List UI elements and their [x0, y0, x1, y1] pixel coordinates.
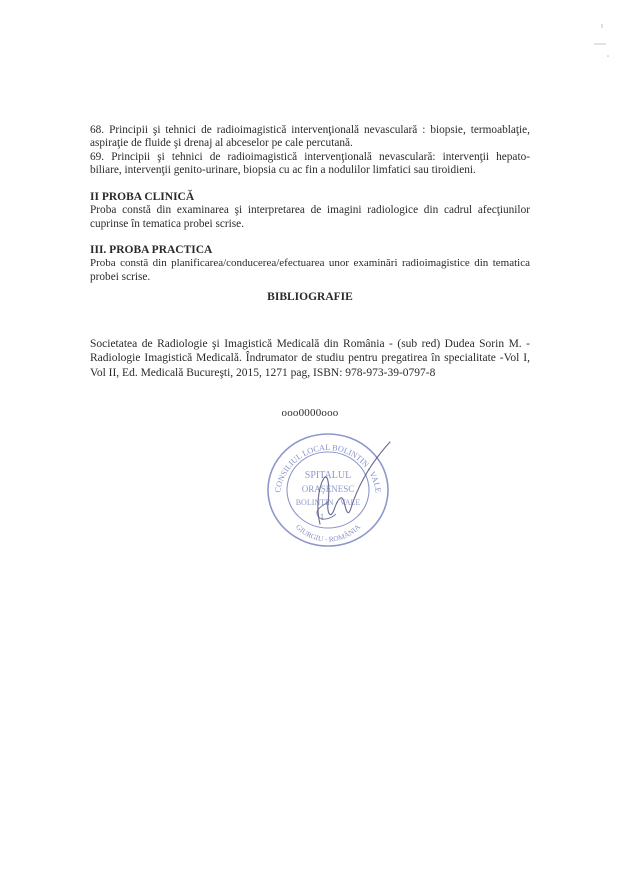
official-stamp	[258, 428, 398, 553]
stamp-line-1: SPITALUL	[304, 470, 352, 481]
bibliography-line-2: Radiologie Imagistică Medicală. Îndrumator de studiu pentru pregatirea în specialitate -Vol I,	[90, 352, 530, 365]
topic-item-69-line-2: biliare, intervenţii genito-urinare, biopsia cu ac fin a nodulilor limfatici sau tiroidieni.	[90, 164, 476, 177]
topic-item-68-line-1: 68. Principii şi tehnici de radioimagistică intervenţională nevasculară : biopsie, termoablaţie,	[90, 124, 530, 136]
practical-line-2: probei scrise.	[90, 270, 151, 283]
stamp-line-3: BOLINTIN - VALE	[295, 498, 361, 507]
topic-item-69	[90, 151, 530, 178]
clinical-line-2: cuprinse în tematica probei scrise.	[90, 217, 245, 230]
stamp-bottom-text: GIURGIU - ROMÂNIA	[294, 522, 362, 544]
topic-item-69-line-1: 69. Principii şi tehnici de radioimagistică intervenţională nevasculară: intervenţii hepato-	[90, 151, 530, 163]
stamp-outer-text: CONSILIUL LOCAL BOLINTIN - VALE	[273, 442, 383, 494]
topic-item-68	[90, 124, 530, 151]
practical-heading: III. PROBA PRACTICA	[90, 244, 213, 256]
bibliography-title: BIBLIOGRAFIE	[267, 291, 353, 303]
practical-section	[90, 244, 530, 284]
bibliography-entry	[90, 337, 530, 380]
clinical-heading: II PROBA CLINICĂ	[90, 191, 195, 203]
stamp-number: 1	[319, 512, 325, 522]
end-mark: ooo0000ooo	[281, 407, 339, 419]
bibliography-line-1: Societatea de Radiologie şi Imagistică Medicală din România - (sub red) Dudea Sorin M. -	[90, 338, 530, 350]
topic-item-68-line-2: aspiraţie de fluide şi drenaj al abceselor pe cale percutană.	[90, 137, 353, 150]
clinical-section	[90, 191, 530, 231]
clinical-line-1: Proba constă din examinarea şi interpretarea de imagini radiologice din cadrul afecţiunilor	[90, 204, 530, 217]
bibliography-line-3: Vol II, Ed. Medicală Bucureşti, 2015, 1271 pag, ISBN: 978-973-39-0797-8	[90, 366, 436, 379]
stamp-line-2: ORAŞENESC	[301, 484, 355, 494]
practical-line-1: Proba constă din planificarea/conducerea/efectuarea unor examinări radioimagistice din tematica	[90, 257, 530, 270]
scan-specks	[588, 22, 612, 62]
